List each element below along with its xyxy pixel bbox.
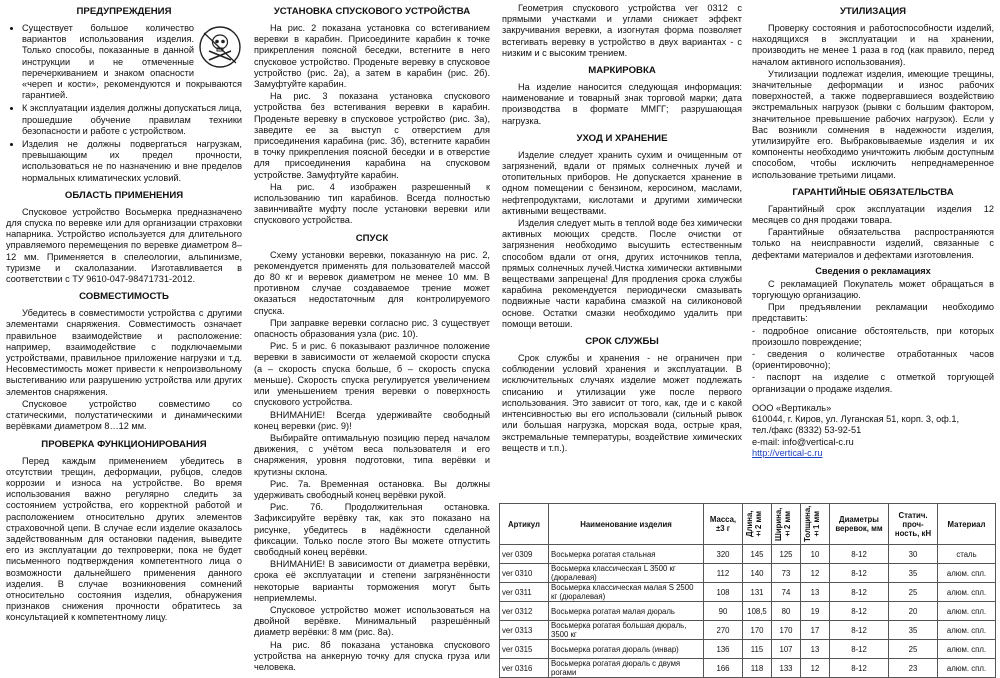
spec-table: [499, 503, 996, 678]
table-cell: Восьмерка рогатая стальная: [549, 545, 704, 564]
table-cell: алюм. спл.: [938, 602, 996, 621]
warranty-text: Гарантийный срок эксплуатации изделия 12 месяцев со дня продажи товара.: [752, 203, 994, 226]
company-phone: тел./факс (8332) 53-92-51: [752, 425, 862, 436]
descent-text: Рис. 7б. Продолжительная остановка. Зафиксируйте верёвку так, как это показано на рисунке, убедитесь в надёжности сделанной фиксации. Только после этого Вы можете отпустить свободный конец верёвки.: [254, 502, 490, 557]
descent-text: При заправке веревки согласно рис. 3 существует опасность образования узла (рис. 10).: [254, 317, 490, 340]
application-title: ОБЛАСТЬ ПРИМЕНЕНИЯ: [64, 189, 184, 201]
claims-text: При предъявлении рекламации необходимо представить:: [752, 302, 994, 324]
table-cell: 10: [801, 545, 830, 564]
table-row: [500, 545, 996, 564]
warning-item: • К эксплуатации изделия должны допускаться лица, прошедшие обучение правилам техники безопасности и работе с устройством.: [22, 103, 242, 137]
table-cell: ver 0309: [500, 545, 549, 564]
disposal-text: Проверку состояния и работоспособности изделий, находящихся в эксплуатации и на хранении, производить не менее 1 раза в год (как правило, перед началом активного использования).: [752, 23, 994, 67]
table-cell: 115: [743, 640, 772, 659]
table-cell: ver 0313: [500, 621, 549, 640]
table-cell: алюм. спл.: [938, 659, 996, 678]
table-cell: алюм. спл.: [938, 640, 996, 659]
disposal-title: УТИЛИЗАЦИЯ: [839, 6, 907, 17]
table-cell: 320: [704, 545, 743, 564]
claims-title: Сведения о рекламациях: [815, 265, 931, 276]
table-cell: 8-12: [830, 640, 889, 659]
table-cell: 107: [772, 640, 801, 659]
table-cell: 19: [801, 602, 830, 621]
table-cell: 270: [704, 621, 743, 640]
disposal-text: Утилизации подлежат изделия, имеющие трещины, значительные деформации и износ рабочих поверхностей, а также подвергавшиеся воздействию экстремальных нагрузок (рывки с большим фактором, значительное превышение рабочих нагрузок). Если у Вас возникли сомнения в надежности изделия, утилизируйте его. Выбраковываемые изделия и их компоненты необходимо уничтожить любым доступным способом, чтобы исключить непреднамеренное использование третьими лицами.: [752, 68, 994, 180]
header-material: Материал: [938, 504, 996, 545]
table-cell: 108,5: [743, 602, 772, 621]
contact-block: [752, 403, 994, 459]
table-cell: алюм. спл.: [938, 621, 996, 640]
care-title: УХОД И ХРАНЕНИЕ: [576, 132, 668, 144]
claims-item: - сведения о количестве отработанных часов (ориентировочно);: [752, 349, 994, 371]
skull-crossbones-icon: [198, 25, 242, 69]
descent-text: Рис. 7а. Временная остановка. Вы должны удерживать свободный конец верёвки рукой.: [254, 478, 490, 500]
warnings-title: ПРЕДУПРЕЖДЕНИЯ: [76, 6, 172, 17]
check-title: ПРОВЕРКА ФУНКЦИОНИРОВАНИЯ: [41, 438, 207, 450]
header-name: Наименование изделия: [549, 504, 704, 545]
table-cell: 80: [772, 602, 801, 621]
install-text: На рис. 2 показана установка со встегиванием веревки в карабин. Присоедините карабин к точке прикрепления поясной беседки, встегните в него спусковое устройство. Проденьте веревку в спусковое устройство (рис. 2а), а затем в карабин (рис. 2б). Замуфтуйте карабин.: [254, 23, 490, 90]
descent-text: На рис. 8б показана установка спускового устройства на анкерную точку для спуска груза или человека.: [254, 639, 490, 672]
table-cell: 8-12: [830, 564, 889, 583]
claims-item: - паспорт на изделие с отметкой торгующей организации о продаже изделия.: [752, 372, 994, 394]
table-cell: 73: [772, 564, 801, 583]
table-cell: 12: [801, 564, 830, 583]
compatibility-text: Убедитесь в совместимости устройства с другими элементами снаряжения. Совместимость означает правильное взаимодействие и расположение: например, взаимодействие с подключаемыми устройствами, правильное приложение нагрузки и т.д. Несовместимость может привести к непроизвольному выстегиванию или разрушению устройства или других элементов снаряжения.: [6, 308, 242, 397]
table-cell: 8-12: [830, 545, 889, 564]
check-text: Перед каждым применением убедитесь в отсутствии трещин, деформации, рубцов, следов коррозии и износа на устройстве. Во время использования важно регулярно следить за состоянием устройства, его корректной работой и расположением относительно других элементов страховочной цепи. В случае если изделие оказалось задействованным для остановки падения, выведите его из эксплуатации до техпроверки, пока не будет письменного подтверждения компетентного лица о возможности дальнейшего применения данного изделия. В случае возникновения сомнений относительно состояния изделия, обнаружения признаков снижения прочности обратитесь за консультацией к компетентному лицу.: [6, 455, 242, 623]
table-cell: сталь: [938, 545, 996, 564]
company-email[interactable]: e-mail: info@vertical-c.ru: [752, 436, 854, 447]
header-mass: Масса, ±3 г: [704, 504, 743, 545]
table-cell: 12: [801, 659, 830, 678]
table-body: [500, 545, 996, 678]
install-text: На рис. 3 показана установка спускового устройства без встегивания веревки в карабин. Проденьте веревку в спусковое устройство (рис. 3а), заведите ее за выступ с отверстием для присоединения карабина (рис. 3б), встегните карабин в точку прикрепления поясной беседки и в отверстие для присоединения карабина на спусковом устройстве. Замуфтуйте карабин.: [254, 91, 490, 180]
compatibility-title: СОВМЕСТИМОСТЬ: [79, 291, 169, 303]
geometry-text: Геометрия спускового устройства ver 0312 с прямыми участками и углами снижает эффект закручивания веревки, а изогнутая форма позволяет встегивать веревку в устройство в двух вариантах - с низким и с высоким трением.: [502, 3, 742, 58]
table-cell: 20: [889, 602, 938, 621]
table-cell: Восьмерка рогатая большая дюраль, 3500 кг: [549, 621, 704, 640]
table-cell: 131: [743, 583, 772, 602]
warnings-list: [6, 23, 242, 184]
table-cell: 118: [743, 659, 772, 678]
descent-text: Рис. 5 и рис. 6 показывают различное положение веревки в зависимости от желаемой скорости спуска (а – скорость спуска больше, б – скорость спуска меньше). Скорость спуска регулируется увеличением или уменьшением трения веревки о поверхность спускового устройства.: [254, 341, 490, 408]
table-cell: 8-12: [830, 602, 889, 621]
header-length: Длина, ±2 мм: [743, 504, 772, 545]
column-3: [502, 0, 742, 500]
table-row: [500, 659, 996, 678]
table-cell: Восьмерка рогатая малая дюраль: [549, 602, 704, 621]
care-text: Изделия следует мыть в теплой воде без химически активных моющих средств. После очистки от загрязнения необходимо высушить естественным способом вдали от огня, других источников тепла, прямых солнечных лучей.Чистка химически активными веществами запрещена! Для продления срока службы карабина рекомендуется периодически смазывать подвижные части карабина смазкой на силиконовой основе. Остатки смазки необходимо удалить при помощи ветоши.: [502, 218, 742, 329]
marking-title: МАРКИРОВКА: [588, 65, 656, 77]
website-link[interactable]: http://vertical-c.ru: [752, 447, 823, 458]
header-thickness: Толщина, ±1 мм: [801, 504, 830, 545]
table-cell: 166: [704, 659, 743, 678]
warning-item: • Существует большое количество вариантов использования изделия. Только способы, показанные в данной инструкции и не отмеченные перечеркиванием и знаком опасности «череп и кости», рекомендуются и покрываются гарантией.: [22, 23, 242, 101]
table-cell: 8-12: [830, 583, 889, 602]
table-cell: 170: [772, 621, 801, 640]
table-cell: 23: [889, 659, 938, 678]
install-text: На рис. 4 изображен разрешенный к использованию тип карабинов. Всегда полностью завинчивайте муфту после установки веревки или спускового устройства.: [254, 181, 490, 226]
table-cell: 108: [704, 583, 743, 602]
table-cell: алюм. спл.: [938, 564, 996, 583]
table-cell: Восьмерка рогатая дюраль с двумя рогами: [549, 659, 704, 678]
compatibility-text: Спусковое устройство совместимо со статическими, полустатическими и динамическими верёвками диаметром 8…12 мм.: [6, 398, 242, 432]
table-cell: ver 0310: [500, 564, 549, 583]
table-cell: 13: [801, 640, 830, 659]
table-cell: 35: [889, 621, 938, 640]
table-row: [500, 640, 996, 659]
table-cell: ver 0315: [500, 640, 549, 659]
table-cell: ver 0316: [500, 659, 549, 678]
header-diameter: Диаметры веревок, мм: [830, 504, 889, 545]
warranty-text: Гарантийные обязательства распространяются только на неисправности изделий, связанные с дефектами материалов и дефектами изготовления.: [752, 227, 994, 260]
claims-item: - подробное описание обстоятельств, при которых произошло повреждение;: [752, 325, 994, 347]
table-cell: 136: [704, 640, 743, 659]
table-cell: 112: [704, 564, 743, 583]
company-address: 610044, г. Киров, ул. Луганская 51, корп. 3, оф.1,: [752, 414, 959, 425]
table-header-row: [500, 504, 996, 545]
warning-item: • Изделия не должны подвергаться нагрузкам, превышающим их предел прочности, использоваться не по назначению и вне пределов нормальных климатических условий.: [22, 139, 242, 184]
table-cell: 125: [772, 545, 801, 564]
marking-text: На изделие наносится следующая информация: наименование и товарный знак торговой марки; дата производства в формате ММГГ; разрушающая нагрузка.: [502, 82, 742, 126]
table-cell: Восьмерка классическая малая S 2500 кг (дюралевая): [549, 583, 704, 602]
table-cell: 30: [889, 545, 938, 564]
table-cell: 90: [704, 602, 743, 621]
application-text: Спусковое устройство Восьмерка предназначено для спуска по веревке или для организации страховки напарника. Устройство используется для длительного управляемого перемещения по веревке диаметром 8–12 мм. Применяется в спелеологии, альпинизме, туризме и скалолазании. Изготавливается в соответствии с ТУ 9610-047-98471731-2012.: [6, 206, 242, 285]
table-cell: 8-12: [830, 659, 889, 678]
service-title: СРОК СЛУЖБЫ: [585, 336, 659, 348]
table-cell: 25: [889, 583, 938, 602]
column-1: [6, 0, 242, 678]
header-width: Ширина, ±2 мм: [772, 504, 801, 545]
table-cell: Восьмерка рогатая дюраль (инвар): [549, 640, 704, 659]
table-row: [500, 564, 996, 583]
column-2: [254, 0, 490, 678]
table-cell: 25: [889, 640, 938, 659]
table-cell: 140: [743, 564, 772, 583]
column-4: [752, 0, 994, 500]
table-cell: алюм. спл.: [938, 583, 996, 602]
table-cell: 17: [801, 621, 830, 640]
table-row: [500, 621, 996, 640]
descent-text: ВНИМАНИЕ! Всегда удерживайте свободный конец веревки (рис. 9)!: [254, 409, 490, 431]
claims-text: С рекламацией Покупатель может обращаться в торгующую организацию.: [752, 278, 994, 301]
table-cell: 74: [772, 583, 801, 602]
table-row: [500, 602, 996, 621]
header-article: Артикул: [500, 504, 549, 545]
table-cell: 8-12: [830, 621, 889, 640]
table-cell: ver 0312: [500, 602, 549, 621]
descent-text: Спусковое устройство может использоваться на двойной верёвке. Минимальный разрешённый диаметр верёвки: 8 мм (рис. 8а).: [254, 604, 490, 638]
install-title: УСТАНОВКА СПУСКОВОГО УСТРОЙСТВА: [273, 6, 471, 17]
table-row: [500, 583, 996, 602]
table-cell: 145: [743, 545, 772, 564]
table-cell: 35: [889, 564, 938, 583]
service-text: Срок службы и хранения - не ограничен при соблюдении условий хранения и эксплуатации. В исключительных случаях изделие может подлежать списанию и утилизации уже после первого использования. Это зависит от того, как, где и с какой интенсивностью вы его использовали (сильный рывок или большая нагрузка, морская вода, острые края, экстремальные температуры, воздействие химических веществ и т.п.).: [502, 353, 742, 453]
care-text: Изделие следует хранить сухим и очищенным от загрязнений, вдали от прямых солнечных лучей и отопительных приборов. Не допускается хранение в одном помещении с бензином, керосином, маслами, нефтепродуктами, кислотами и другими химически активными веществами.: [502, 149, 742, 216]
header-strength: Статич. проч-ность, кН: [889, 504, 938, 545]
descent-title: СПУСК: [355, 232, 389, 244]
table-cell: 133: [772, 659, 801, 678]
descent-text: Выбирайте оптимальную позицию перед началом движения, с учётом веса пользователя и его снаряжения, уровня подготовки, типа верёвки и крутизны склона.: [254, 432, 490, 477]
table-cell: 170: [743, 621, 772, 640]
table-cell: 13: [801, 583, 830, 602]
warranty-title: ГАРАНТИЙНЫЕ ОБЯЗАТЕЛЬСТВА: [792, 186, 954, 198]
company-name: ООО «Вертикаль»: [752, 402, 832, 413]
descent-text: Схему установки веревки, показанную на рис. 2, рекомендуется применять для пользователей массой до 80 кг и веревок диаметром не менее 10 мм. В противном случае создаваемое трение может оказаться недостаточным для контролируемого спуска.: [254, 249, 490, 316]
descent-text: ВНИМАНИЕ! В зависимости от диаметра верёвки, срока её эксплуатации и степени загрязнённости некоторые варианты торможения могут быть неприемлемы.: [254, 559, 490, 603]
table-cell: ver 0311: [500, 583, 549, 602]
table-cell: Восьмерка классическая L 3500 кг (дюралевая): [549, 564, 704, 583]
